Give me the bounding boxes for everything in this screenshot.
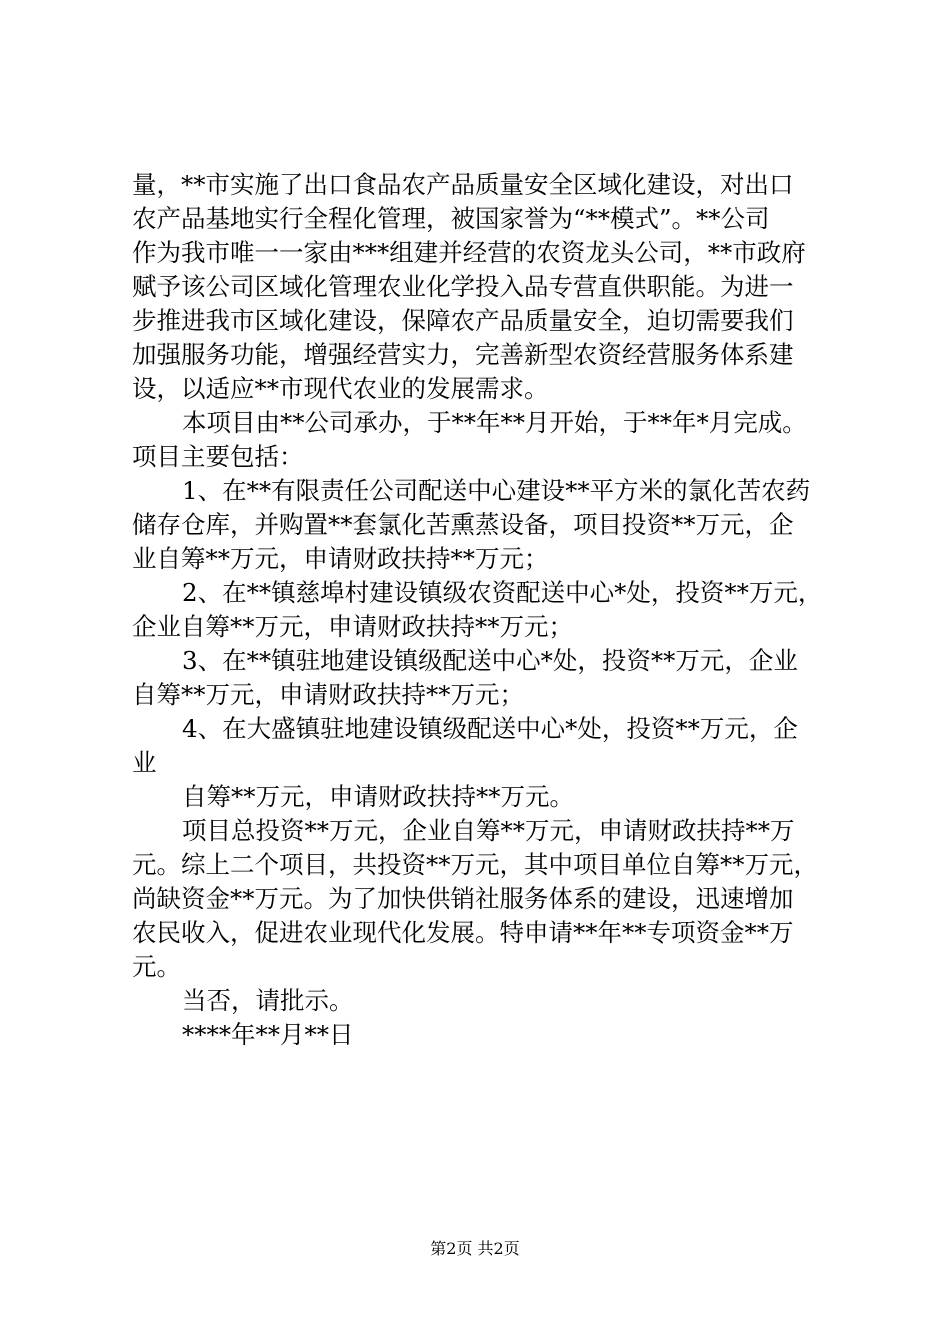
text-line: 元。综上二个项目，共投资**万元，其中项目单位自筹**万元，: [132, 850, 818, 879]
text-line: 设，以适应**市现代农业的发展需求。: [132, 374, 549, 403]
text-line: 尚缺资金**万元。为了加快供销社服务体系的建设，迅速增加: [132, 884, 794, 913]
text-line: 作为我市唯一一家由***组建并经营的农资龙头公司，**市政府: [132, 238, 806, 267]
text-line: 步推进我市区域化建设，保障农产品质量安全，迫切需要我们: [132, 306, 794, 335]
page-number-label: 第2页 共2页: [430, 1239, 520, 1258]
text-line: 4、在大盛镇驻地建设镇级配送中心*处，投资**万元，企: [182, 714, 798, 743]
text-line: 1、在**有限责任公司配送中心建设**平方米的氯化苦农药: [182, 476, 811, 505]
text-line: 自筹**万元，申请财政扶持**万元。: [182, 782, 574, 811]
signature-date: ****年**月**日: [182, 1020, 354, 1049]
text-line: 元。: [132, 952, 181, 981]
document-body: [132, 168, 832, 1052]
text-line: 企业自筹**万元，申请财政扶持**万元；: [132, 612, 573, 641]
text-line: 项目主要包括：: [132, 442, 304, 471]
text-line: 量，**市实施了出口食品农产品质量安全区域化建设，对出口: [132, 170, 794, 199]
text-line: 加强服务功能，增强经营实力，完善新型农资经营服务体系建: [132, 340, 794, 369]
text-line: 当否，请批示。: [182, 986, 354, 1015]
text-line: 3、在**镇驻地建设镇级配送中心*处，投资**万元，企业: [182, 646, 798, 675]
text-line: 业: [132, 748, 157, 777]
text-line: 农产品基地实行全程化管理，被国家誉为“**模式”。**公司: [132, 204, 770, 233]
text-line: 业自筹**万元，申请财政扶持**万元；: [132, 544, 549, 573]
text-line: 自筹**万元，申请财政扶持**万元；: [132, 680, 524, 709]
text-line: 储存仓库，并购置**套氯化苦熏蒸设备，项目投资**万元，企: [132, 510, 794, 539]
text-line: 本项目由**公司承办，于**年**月开始，于**年*月完成。: [182, 408, 807, 437]
page-footer: [0, 1239, 950, 1259]
text-line: 2、在**镇慈埠村建设镇级农资配送中心*处，投资**万元，: [182, 578, 823, 607]
text-line: 农民收入，促进农业现代化发展。特申请**年**专项资金**万: [132, 918, 794, 947]
text-line: 赋予该公司区域化管理农业化学投入品专营直供职能。为进一: [132, 272, 794, 301]
text-line: 项目总投资**万元，企业自筹**万元，申请财政扶持**万: [182, 816, 795, 845]
